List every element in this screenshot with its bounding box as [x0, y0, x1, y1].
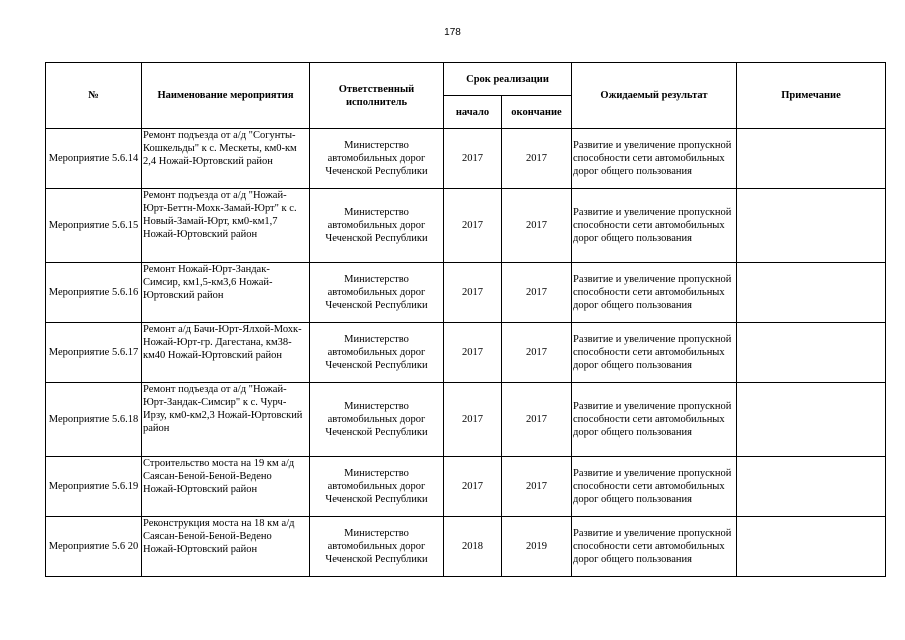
table-row: [46, 189, 886, 263]
table-row: [46, 263, 886, 323]
row-result: Развитие и увеличение пропускной способности сети автомобильных дорог общего пользования: [572, 323, 737, 383]
row-result: Развитие и увеличение пропускной способности сети автомобильных дорог общего пользования: [572, 129, 737, 189]
row-name: Ремонт а/д Бачи-Юрт-Ялхой-Мохк-Ножай-Юрт-гр. Дагестана, км38-км40 Ножай-Юртовский район: [142, 323, 310, 383]
header-executor: Ответственный исполнитель: [310, 63, 444, 129]
header-note: Примечание: [737, 63, 886, 129]
row-name: Ремонт подъезда от а/д "Согунты-Кошкельды" к с. Мескеты, км0-км 2,4 Ножай-Юртовский район: [142, 129, 310, 189]
row-result: Развитие и увеличение пропускной способности сети автомобильных дорог общего пользования: [572, 457, 737, 517]
row-num: Мероприятие 5.6.14: [46, 129, 142, 189]
row-executor: Министерство автомобильных дорог Чеченской Республики: [310, 189, 444, 263]
row-start: 2017: [444, 457, 502, 517]
table-row: [46, 517, 886, 577]
table-row: [46, 323, 886, 383]
header-period: Срок реализации: [444, 63, 572, 96]
row-start: 2017: [444, 383, 502, 457]
row-start: 2017: [444, 323, 502, 383]
row-result: Развитие и увеличение пропускной способности сети автомобильных дорог общего пользования: [572, 189, 737, 263]
row-start: 2017: [444, 189, 502, 263]
row-start: 2017: [444, 129, 502, 189]
row-num: Мероприятие 5.6.17: [46, 323, 142, 383]
header-name: Наименование мероприятия: [142, 63, 310, 129]
row-name: Ремонт подъезда от а/д "Ножай-Юрт-Беттн-Мохк-Замай-Юрт" к с. Новый-Замай-Юрт, км0-км1,7 Ножай-Юртовский район: [142, 189, 310, 263]
row-num: Мероприятие 5.6.15: [46, 189, 142, 263]
row-name: Реконструкция моста на 18 км а/д Саясан-Беной-Беной-Ведено Ножай-Юртовский район: [142, 517, 310, 577]
row-num: Мероприятие 5.6.19: [46, 457, 142, 517]
page-number: 178: [444, 27, 461, 38]
row-note: [737, 189, 886, 263]
table-row: [46, 457, 886, 517]
row-note: [737, 263, 886, 323]
row-end: 2017: [502, 129, 572, 189]
measures-table: [45, 62, 886, 577]
row-num: Мероприятие 5.6 20: [46, 517, 142, 577]
row-executor: Министерство автомобильных дорог Чеченской Республики: [310, 383, 444, 457]
row-end: 2017: [502, 263, 572, 323]
row-name: Строительство моста на 19 км а/д Саясан-Беной-Беной-Ведено Ножай-Юртовский район: [142, 457, 310, 517]
row-end: 2017: [502, 189, 572, 263]
row-note: [737, 129, 886, 189]
row-end: 2019: [502, 517, 572, 577]
row-start: 2018: [444, 517, 502, 577]
header-result: Ожидаемый результат: [572, 63, 737, 129]
row-executor: Министерство автомобильных дорог Чеченской Республики: [310, 129, 444, 189]
row-name: Ремонт Ножай-Юрт-Зандак-Симсир, км1,5-км3,6 Ножай-Юртовский район: [142, 263, 310, 323]
row-num: Мероприятие 5.6.16: [46, 263, 142, 323]
row-executor: Министерство автомобильных дорог Чеченской Республики: [310, 263, 444, 323]
row-note: [737, 457, 886, 517]
row-note: [737, 323, 886, 383]
row-note: [737, 517, 886, 577]
header-start: начало: [444, 96, 502, 129]
row-start: 2017: [444, 263, 502, 323]
row-result: Развитие и увеличение пропускной способности сети автомобильных дорог общего пользования: [572, 517, 737, 577]
row-end: 2017: [502, 383, 572, 457]
row-end: 2017: [502, 323, 572, 383]
table-row: [46, 129, 886, 189]
row-num: Мероприятие 5.6.18: [46, 383, 142, 457]
row-note: [737, 383, 886, 457]
table-row: [46, 383, 886, 457]
row-result: Развитие и увеличение пропускной способности сети автомобильных дорог общего пользования: [572, 383, 737, 457]
header-end: окончание: [502, 96, 572, 129]
row-name: Ремонт подъезда от а/д "Ножай-Юрт-Зандак-Симсир" к с. Чурч-Ирзу, км0-км2,3 Ножай-Юртовский район: [142, 383, 310, 457]
row-executor: Министерство автомобильных дорог Чеченской Республики: [310, 323, 444, 383]
row-result: Развитие и увеличение пропускной способности сети автомобильных дорог общего пользования: [572, 263, 737, 323]
row-executor: Министерство автомобильных дорог Чеченской Республики: [310, 517, 444, 577]
header-num: №: [46, 63, 142, 129]
row-executor: Министерство автомобильных дорог Чеченской Республики: [310, 457, 444, 517]
row-end: 2017: [502, 457, 572, 517]
